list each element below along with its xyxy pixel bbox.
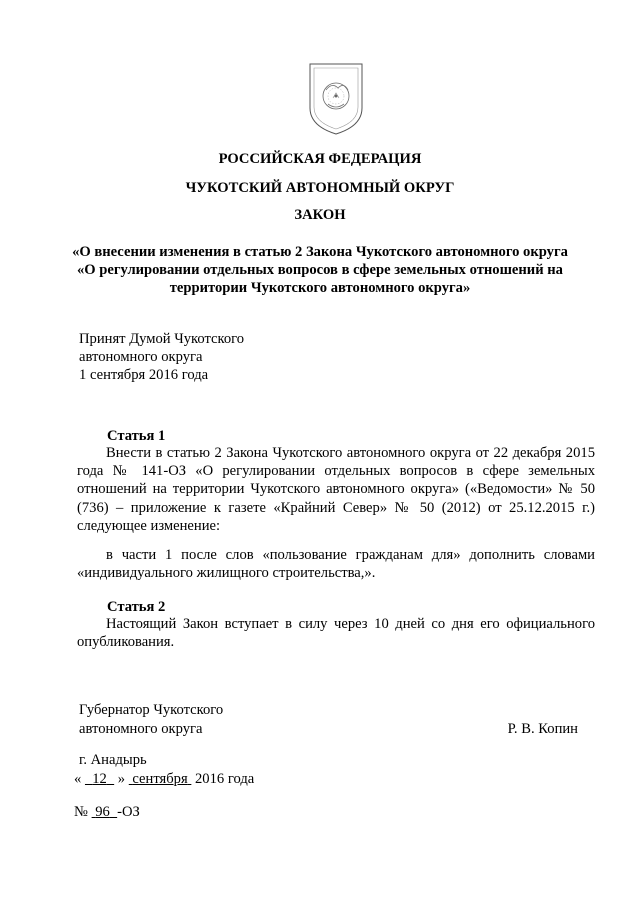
adoption-date: 1 сентября 2016 года	[79, 367, 209, 383]
signing-date	[74, 770, 254, 789]
document-type-heading: ЗАКОН	[294, 207, 346, 223]
law-title-line: «О внесении изменения в статью 2 Закона Чукотского автономного округа	[72, 244, 568, 260]
signing-place: г. Анадырь	[79, 752, 147, 768]
country-heading: РОССИЙСКАЯ ФЕДЕРАЦИЯ	[218, 151, 422, 167]
adoption-line: автономного округа	[79, 349, 203, 365]
signatory-title	[79, 701, 223, 739]
law-title	[60, 243, 580, 297]
adoption-line: Принят Думой Чукотского	[79, 331, 245, 347]
adoption-block	[79, 330, 244, 384]
date-open-quote: «	[74, 771, 82, 787]
article-2-heading: Статья 2	[107, 599, 166, 615]
law-number-prefix: №	[74, 804, 88, 820]
law-title-line: «О регулировании отдельных вопросов в сфере земельных отношений на	[77, 262, 563, 278]
date-day: 12	[92, 771, 107, 787]
article-1-change: в части 1 после слов «пользование гражданам для» дополнить словами «индивидуального жилищного строительства,».	[77, 547, 595, 582]
date-close-quote: »	[117, 771, 126, 787]
signatory-title-line: Губернатор Чукотского	[79, 702, 224, 718]
region-heading: ЧУКОТСКИЙ АВТОНОМНЫЙ ОКРУГ	[185, 180, 455, 196]
article-1-body: Внести в статью 2 Закона Чукотского автономного округа от 22 декабря 2015 года № 141-ОЗ «О регулировании отдельных вопросов в сфере земельных отношений на территории Чукотского автономного округа» («Ведомости» № 50 (736) – приложение к газете «Крайний Север» № 50 (2012) от 25.12.2015 г.) следующее изменение:	[77, 445, 595, 534]
signatory-name: Р. В. Копин	[507, 721, 578, 737]
article-2-body: Настоящий Закон вступает в силу через 10 дней со дня его официального опубликования.	[77, 616, 595, 651]
date-year: 2016 года	[195, 771, 255, 787]
date-month: сентября	[132, 771, 188, 787]
law-number-suffix: -ОЗ	[117, 804, 140, 820]
coat-of-arms-emblem	[304, 60, 368, 138]
law-number-value: 96	[95, 804, 110, 820]
law-number	[74, 803, 140, 822]
article-1-heading: Статья 1	[107, 428, 166, 444]
signatory-title-line: автономного округа	[79, 721, 203, 737]
law-title-line: территории Чукотского автономного округа»	[169, 280, 471, 296]
